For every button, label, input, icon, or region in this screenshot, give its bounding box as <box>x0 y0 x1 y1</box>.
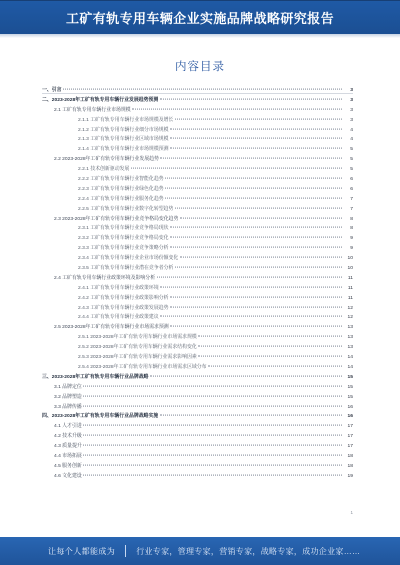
toc-entry-label: 2.1.2 工矿有轨专用车辆行业细分市场规模 <box>78 127 169 133</box>
toc-entry-label: 2.3 2023-2028年工矿有轨专用车辆行业竞争格局变化趋势 <box>54 216 179 222</box>
toc-entry[interactable] <box>42 304 353 314</box>
toc-entry-label: 4.1 人才引进 <box>54 424 82 430</box>
toc-entry[interactable] <box>42 96 353 106</box>
toc-entry-label: 2.4 工矿有轨专用车辆行业政策环境及影响分析 <box>54 275 156 281</box>
toc-dot-leader <box>83 405 341 406</box>
toc-entry[interactable] <box>42 432 353 442</box>
toc-dot-leader <box>198 356 341 357</box>
toc-entry[interactable] <box>42 313 353 323</box>
toc-dot-leader <box>170 148 342 149</box>
toc-entry[interactable] <box>42 383 353 393</box>
toc-entry-page-number: 17 <box>347 434 353 440</box>
toc-entry[interactable] <box>42 185 353 195</box>
toc-dot-leader <box>170 128 342 129</box>
toc-entry[interactable] <box>42 284 353 294</box>
toc-entry-label: 2.3.4 工矿有轨专用车辆行业企业市场份额变化 <box>78 256 179 262</box>
toc-entry-label: 2.5.3 2023-2028年工矿有轨专用车辆行业需求影响因素 <box>78 355 197 361</box>
toc-entry[interactable] <box>42 343 353 353</box>
toc-dot-leader <box>165 178 341 179</box>
toc-dot-leader <box>63 89 341 90</box>
toc-entry-label: 二、2023-2028年工矿有轨专用车辆行业发展趋势预测 <box>42 97 159 103</box>
toc-entry-page-number: 15 <box>347 394 353 400</box>
toc-entry-page-number: 3 <box>350 107 353 113</box>
toc-entry-page-number: 15 <box>347 384 353 390</box>
toc-entry[interactable] <box>42 462 353 472</box>
toc-entry-page-number: 16 <box>347 414 353 420</box>
toc-entry-page-number: 12 <box>347 315 353 321</box>
toc-entry-label: 3.1 品牌定位 <box>54 384 82 390</box>
toc-entry-label: 2.1.3 工矿有轨专用车辆行业区域市场规模 <box>78 137 169 143</box>
toc-dot-leader <box>170 326 341 327</box>
toc-entry[interactable] <box>42 254 353 264</box>
toc-entry-label: 2.3.5 工矿有轨专用车辆行业潜在竞争者分析 <box>78 266 174 272</box>
toc-dot-leader <box>170 227 342 228</box>
toc-entry-page-number: 11 <box>347 285 353 291</box>
toc-entry-label: 2.2.2 工矿有轨专用车辆行业智能化趋势 <box>78 177 164 183</box>
toc-entry[interactable] <box>42 323 353 333</box>
toc-dot-leader <box>157 277 342 278</box>
toc-entry-label: 四、2023-2028年工矿有轨专用车辆行业品牌战略实施 <box>42 414 159 420</box>
toc-entry-label: 2.5.1 2023-2028年工矿有轨专用车辆行业市场需求规模 <box>78 335 197 341</box>
toc-entry-label: 2.3.2 工矿有轨专用车辆行业竞争格局变化 <box>78 236 169 242</box>
toc-entry-label: 2.5.4 2023-2028年工矿有轨专用车辆行业市场需求区域分布 <box>78 364 207 370</box>
toc-entry-label: 2.2.3 工矿有轨专用车辆行业绿色化趋势 <box>78 186 164 192</box>
toc-entry[interactable] <box>42 145 353 155</box>
toc-entry[interactable] <box>42 373 353 383</box>
footer-banner <box>0 537 400 565</box>
toc-dot-leader <box>160 415 342 416</box>
toc-entry-label: 2.4.2 工矿有轨专用车辆行业政策影响分析 <box>78 295 169 301</box>
toc-entry[interactable] <box>42 205 353 215</box>
toc-entry-label: 2.4.4 工矿有轨专用车辆行业政策建议 <box>78 315 159 321</box>
toc-entry-page-number: 6 <box>350 186 353 192</box>
toc-entry-page-number: 4 <box>350 137 353 143</box>
toc-entry[interactable] <box>42 412 353 422</box>
toc-dot-leader <box>175 267 342 268</box>
toc-entry[interactable] <box>42 215 353 225</box>
toc-entry-page-number: 17 <box>347 444 353 450</box>
toc-entry-page-number: 9 <box>350 236 353 242</box>
toc-dot-leader <box>170 296 342 297</box>
toc-dot-leader <box>198 346 341 347</box>
toc-dot-leader <box>165 188 341 189</box>
toc-entry-page-number: 3 <box>350 97 353 103</box>
toc-entry[interactable] <box>42 274 353 284</box>
toc-entry-label: 2.1.1 工矿有轨专用车辆行业市场规模及增长 <box>78 117 174 123</box>
toc-dot-leader <box>160 286 341 287</box>
toc-entry-label: 4.4 市场拓展 <box>54 453 82 459</box>
toc-dot-leader <box>175 207 342 208</box>
toc-entry-page-number: 4 <box>350 127 353 133</box>
toc-dot-leader <box>170 237 342 238</box>
toc-entry-page-number: 10 <box>347 266 353 272</box>
toc-entry[interactable] <box>42 234 353 244</box>
toc-dot-leader <box>180 217 342 218</box>
toc-entry[interactable] <box>42 264 353 274</box>
toc-entry-page-number: 8 <box>350 216 353 222</box>
toc-entry[interactable] <box>42 422 353 432</box>
toc-entry[interactable] <box>42 363 353 373</box>
toc-entry-page-number: 18 <box>347 453 353 459</box>
toc-entry[interactable] <box>42 175 353 185</box>
report-title: 工矿有轨专用车辆企业实施品牌战略研究报告 <box>65 10 334 26</box>
report-header <box>0 0 400 34</box>
toc-dot-leader <box>170 138 342 139</box>
toc-entry-page-number: 12 <box>347 305 353 311</box>
toc-entry-label: 2.2.5 工矿有轨专用车辆行业数字化转型趋势 <box>78 206 174 212</box>
header-shadow <box>0 34 400 38</box>
toc-entry[interactable] <box>42 353 353 363</box>
toc-entry[interactable] <box>42 403 353 413</box>
toc-entry-label: 2.4.1 工矿有轨专用车辆行业政策环境 <box>78 285 159 291</box>
toc-entry-page-number: 5 <box>350 157 353 163</box>
toc-entry-page-number: 7 <box>350 196 353 202</box>
toc-dot-leader <box>170 247 342 248</box>
toc-entry-page-number: 10 <box>347 256 353 262</box>
toc-dot-leader <box>150 375 341 376</box>
toc-entry-label: 2.2.1 技术创新驱动发展 <box>78 167 130 173</box>
toc-entry-label: 3.3 品牌传播 <box>54 404 82 410</box>
toc-entry[interactable] <box>42 195 353 205</box>
toc-entry[interactable] <box>42 155 353 165</box>
toc-entry-label: 2.4.3 工矿有轨专用车辆行业政策发展趋势 <box>78 305 169 311</box>
toc-dot-leader <box>198 336 341 337</box>
footer-separator <box>125 545 126 557</box>
toc-entry-label: 4.5 服务创新 <box>54 463 82 469</box>
toc-entry-label: 3.2 品牌塑造 <box>54 394 82 400</box>
toc-entry-page-number: 3 <box>350 88 353 93</box>
toc-entry-page-number: 11 <box>347 295 353 301</box>
toc-entry-page-number: 14 <box>347 364 353 370</box>
toc-dot-leader <box>83 445 341 446</box>
toc-dot-leader <box>83 464 341 465</box>
toc-entry[interactable] <box>42 165 353 175</box>
toc-entry-page-number: 8 <box>350 226 353 232</box>
toc-entry-page-number: 5 <box>350 167 353 173</box>
toc-entry-label: 2.3.1 工矿有轨专用车辆行业竞争格局现状 <box>78 226 169 232</box>
toc-entry[interactable] <box>42 224 353 234</box>
footer-slogan-left: 让每个人都能成为 <box>48 546 116 556</box>
toc-entry-label: 4.3 质量提升 <box>54 444 82 450</box>
toc-dot-leader <box>83 395 341 396</box>
toc-entry-label: 2.2 2023-2028年工矿有轨专用车辆行业发展趋势 <box>54 157 159 163</box>
page-number-marker: 1 <box>350 510 353 515</box>
toc-entry-label: 三、2023-2028年工矿有轨专用车辆行业品牌战略 <box>42 374 149 380</box>
toc-dot-leader <box>131 168 342 169</box>
toc-entry[interactable] <box>42 106 353 116</box>
toc-entry-page-number: 11 <box>347 275 353 281</box>
toc-dot-leader <box>160 316 341 317</box>
toc-entry-page-number: 3 <box>350 117 353 123</box>
toc-entry[interactable] <box>42 86 353 96</box>
toc-entry[interactable] <box>42 116 353 126</box>
toc-entry-page-number: 16 <box>347 404 353 410</box>
toc-dot-leader <box>132 108 341 109</box>
toc-entry-label: 4.2 技术升级 <box>54 434 82 440</box>
toc-entry-page-number: 15 <box>347 374 353 380</box>
toc-entry-label: 2.5 2023-2028年工矿有轨专用车辆行业市场需求预测 <box>54 325 169 331</box>
toc-dot-leader <box>208 366 341 367</box>
toc-entry-label: 2.3.3 工矿有轨专用车辆行业竞争策略分析 <box>78 246 169 252</box>
toc-dot-leader <box>83 385 341 386</box>
toc-entry-label: 2.1 工矿有轨专用车辆行业市场规模 <box>54 107 131 113</box>
toc-entry-page-number: 5 <box>350 147 353 153</box>
footer-slogan-right: 行业专家，管理专家，营销专家，战略专家，成功企业家…… <box>136 546 361 556</box>
toc-entry[interactable] <box>42 294 353 304</box>
toc-entry-label: 2.5.2 2023-2028年工矿有轨专用车辆行业需求结构变化 <box>78 345 197 351</box>
toc-entry[interactable] <box>42 472 353 482</box>
toc-dot-leader <box>165 197 341 198</box>
toc-entry[interactable] <box>42 135 353 145</box>
toc-entry[interactable] <box>42 244 353 254</box>
toc-dot-leader <box>180 257 342 258</box>
toc-entry-page-number: 13 <box>347 345 353 351</box>
toc-entry-page-number: 7 <box>350 206 353 212</box>
toc-dot-leader <box>175 118 342 119</box>
toc-entry-label: 4.6 文化建设 <box>54 473 82 479</box>
toc-entry[interactable] <box>42 442 353 452</box>
toc-entry[interactable] <box>42 452 353 462</box>
toc-dot-leader <box>83 455 341 456</box>
toc-entry-label: 一、引言 <box>42 88 62 93</box>
toc-dot-leader <box>83 474 341 475</box>
toc-title: 内容目录 <box>175 61 225 73</box>
toc-entry-page-number: 19 <box>347 473 353 479</box>
toc-entry-page-number: 18 <box>347 463 353 469</box>
toc-entry[interactable] <box>42 126 353 136</box>
toc-dot-leader <box>83 435 341 436</box>
toc-entry-label: 2.1.4 工矿有轨专用车辆行业市场规模预测 <box>78 147 169 153</box>
toc-dot-leader <box>160 158 341 159</box>
toc-dot-leader <box>83 425 341 426</box>
toc-entry-page-number: 13 <box>347 325 353 331</box>
toc-entry-page-number: 6 <box>350 177 353 183</box>
toc-entry-page-number: 17 <box>347 424 353 430</box>
toc-entry-label: 2.2.4 工矿有轨专用车辆行业服务化趋势 <box>78 196 164 202</box>
toc-entry-page-number: 13 <box>347 335 353 341</box>
toc-dot-leader <box>160 98 342 99</box>
toc-entry-page-number: 14 <box>347 355 353 361</box>
toc-entry-page-number: 9 <box>350 246 353 252</box>
toc-dot-leader <box>170 306 342 307</box>
toc-entry[interactable] <box>42 393 353 403</box>
toc-entry[interactable] <box>42 333 353 343</box>
table-of-contents <box>42 86 353 482</box>
